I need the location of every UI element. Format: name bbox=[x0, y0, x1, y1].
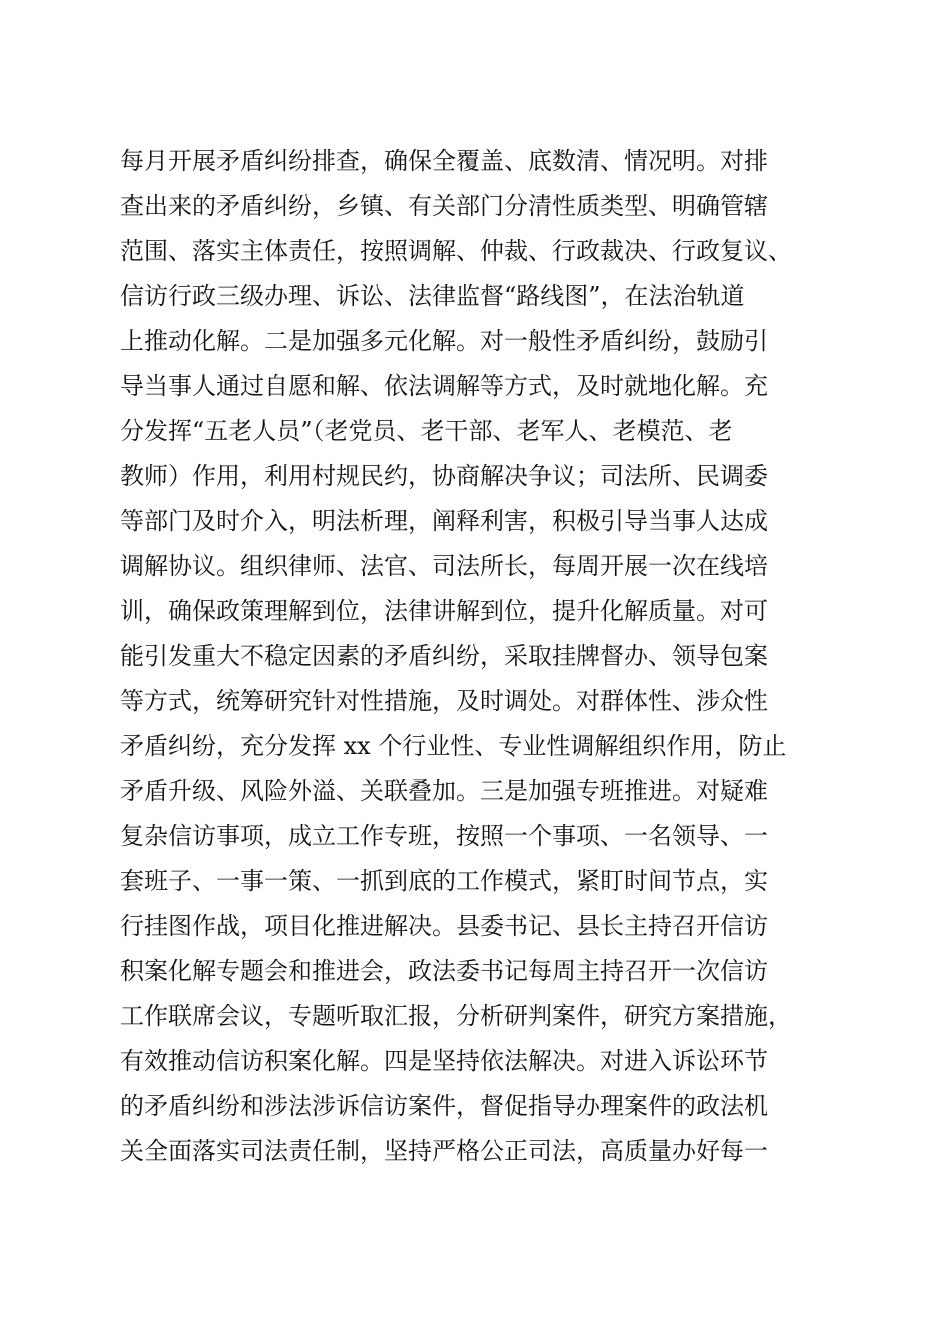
text-line: 能引发重大不稳定因素的矛盾纠纷，采取挂牌督办、领导包案 bbox=[120, 642, 768, 670]
text-line: 等部门及时介入，明法析理，阐释利害，积极引导当事人达成 bbox=[120, 507, 768, 535]
text-line: 调解协议。组织律师、法官、司法所长，每周开展一次在线培 bbox=[120, 552, 768, 580]
text-line: 矛盾纠纷，充分发挥 xx 个行业性、专业性调解组织作用，防止 bbox=[120, 732, 787, 760]
text-line: 范围、落实主体责任，按照调解、仲裁、行政裁决、行政复议、 bbox=[120, 237, 792, 265]
text-line: 训，确保政策理解到位，法律讲解到位，提升化解质量。对可 bbox=[120, 597, 768, 625]
text-line: 导当事人通过自愿和解、依法调解等方式，及时就地化解。充 bbox=[120, 372, 768, 400]
text-line: 教师）作用，利用村规民约，协商解决争议；司法所、民调委 bbox=[120, 462, 768, 490]
text-line: 关全面落实司法责任制，坚持严格公正司法，高质量办好每一 bbox=[120, 1137, 768, 1165]
body-text bbox=[120, 139, 840, 1174]
text-line: 等方式，统筹研究针对性措施，及时调处。对群体性、涉众性 bbox=[120, 687, 768, 715]
text-line: 查出来的矛盾纠纷，乡镇、有关部门分清性质类型、明确管辖 bbox=[120, 192, 768, 220]
text-line: 套班子、一事一策、一抓到底的工作模式，紧盯时间节点，实 bbox=[120, 867, 768, 895]
text-line: 矛盾升级、风险外溢、关联叠加。三是加强专班推进。对疑难 bbox=[120, 777, 768, 805]
text-line: 信访行政三级办理、诉讼、法律监督“路线图”，在法治轨道 bbox=[120, 282, 745, 310]
text-line: 积案化解专题会和推进会，政法委书记每周主持召开一次信访 bbox=[120, 957, 768, 985]
text-line: 每月开展矛盾纠纷排查，确保全覆盖、底数清、情况明。对排 bbox=[120, 147, 768, 175]
text-line: 的矛盾纠纷和涉法涉诉信访案件，督促指导办理案件的政法机 bbox=[120, 1092, 768, 1120]
text-line: 工作联席会议，专题听取汇报，分析研判案件，研究方案措施， bbox=[120, 1002, 792, 1030]
text-line: 行挂图作战，项目化推进解决。县委书记、县长主持召开信访 bbox=[120, 912, 768, 940]
text-line: 上推动化解。二是加强多元化解。对一般性矛盾纠纷，鼓励引 bbox=[120, 327, 768, 355]
text-line: 分发挥“五老人员”（老党员、老干部、老军人、老模范、老 bbox=[120, 417, 733, 445]
text-line: 复杂信访事项，成立工作专班，按照一个事项、一名领导、一 bbox=[120, 822, 768, 850]
text-line: 有效推动信访积案化解。四是坚持依法解决。对进入诉讼环节 bbox=[120, 1047, 768, 1075]
